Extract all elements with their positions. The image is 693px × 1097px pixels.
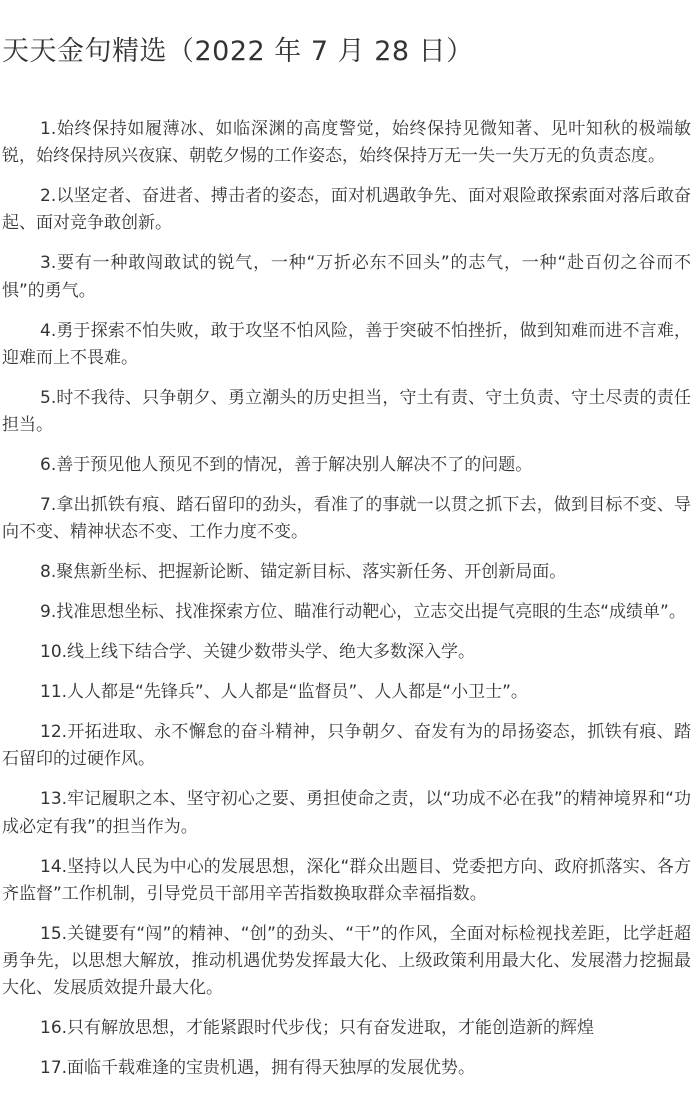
article-title: 天天金句精选（2022 年 7 月 28 日） (2, 36, 474, 67)
quote-paragraph-13: 13.牢记履职之本、坚守初心之要、勇担使命之责，以“功成不必在我”的精神境界和“功成必定有我”的担当作为。 (2, 789, 691, 837)
quote-paragraph-15: 15.关键要有“闯”的精神、“创”的劲头、“干”的作风，全面对标检视找差距，比学赶超勇争先，以思想大解放，推动机遇优势发挥最大化、上级政策利用最大化、发展潜力挖掘最大化、发展质效提升最大化。 (2, 923, 691, 999)
quote-paragraph-11: 11.人人都是“先锋兵”、人人都是“监督员”、人人都是“小卫士”。 (40, 682, 528, 703)
quote-paragraph-1: 1.始终保持如履薄冰、如临深渊的高度警觉，始终保持见微知著、见叶知秋的极端敏锐，始终保持夙兴夜寐、朝乾夕惕的工作姿态，始终保持万无一失一失万无的负责态度。 (2, 119, 691, 167)
quote-paragraph-12: 12.开拓进取、永不懈怠的奋斗精神，只争朝夕、奋发有为的昂扬姿态，抓铁有痕、踏石留印的过硬作风。 (2, 722, 691, 770)
quote-paragraph-5: 5.时不我待、只争朝夕、勇立潮头的历史担当，守土有责、守土负责、守土尽责的责任担当。 (2, 387, 691, 436)
quote-paragraph-2: 2.以坚定者、奋进者、搏击者的姿态，面对机遇敢争先、面对艰险敢探索面对落后敢奋起、面对竞争敢创新。 (2, 186, 691, 234)
quote-paragraph-4: 4.勇于探索不怕失败，敢于攻坚不怕风险，善于突破不怕挫折，做到知难而进不言难，迎难而上不畏难。 (2, 320, 691, 368)
quote-paragraph-16: 16.只有解放思想，才能紧跟时代步伐；只有奋发进取，才能创造新的辉煌 (40, 1018, 595, 1039)
quote-paragraph-7: 7.拿出抓铁有痕、踏石留印的劲头，看准了的事就一以贯之抓下去，做到目标不变、导向不变、精神状态不变、工作力度不变。 (2, 495, 691, 543)
quote-paragraph-3: 3.要有一种敢闯敢试的锐气，一种“万折必东不回头”的志气，一种“赴百仞之谷而不惧”的勇气。 (2, 253, 691, 301)
quote-paragraph-6: 6.善于预见他人预见不到的情况，善于解决别人解决不了的问题。 (40, 455, 533, 476)
article-body (2, 116, 691, 1082)
quote-paragraph-10: 10.线上线下结合学、关键少数带头学、绝大多数深入学。 (40, 642, 476, 663)
quote-paragraph-14: 14.坚持以人民为中心的发展思想，深化“群众出题目、党委把方向、政府抓落实、各方齐监督”工作机制，引导党员干部用辛苦指数换取群众幸福指数。 (2, 856, 691, 904)
quote-paragraph-17: 17.面临千载难逢的宝贵机遇，拥有得天独厚的发展优势。 (40, 1058, 476, 1079)
quote-paragraph-8: 8.聚焦新坐标、把握新论断、锚定新目标、落实新任务、开创新局面。 (40, 562, 567, 583)
quote-paragraph-9: 9.找准思想坐标、找准探索方位、瞄准行动靶心，立志交出提气亮眼的生态“成绩单”。 (40, 602, 686, 623)
